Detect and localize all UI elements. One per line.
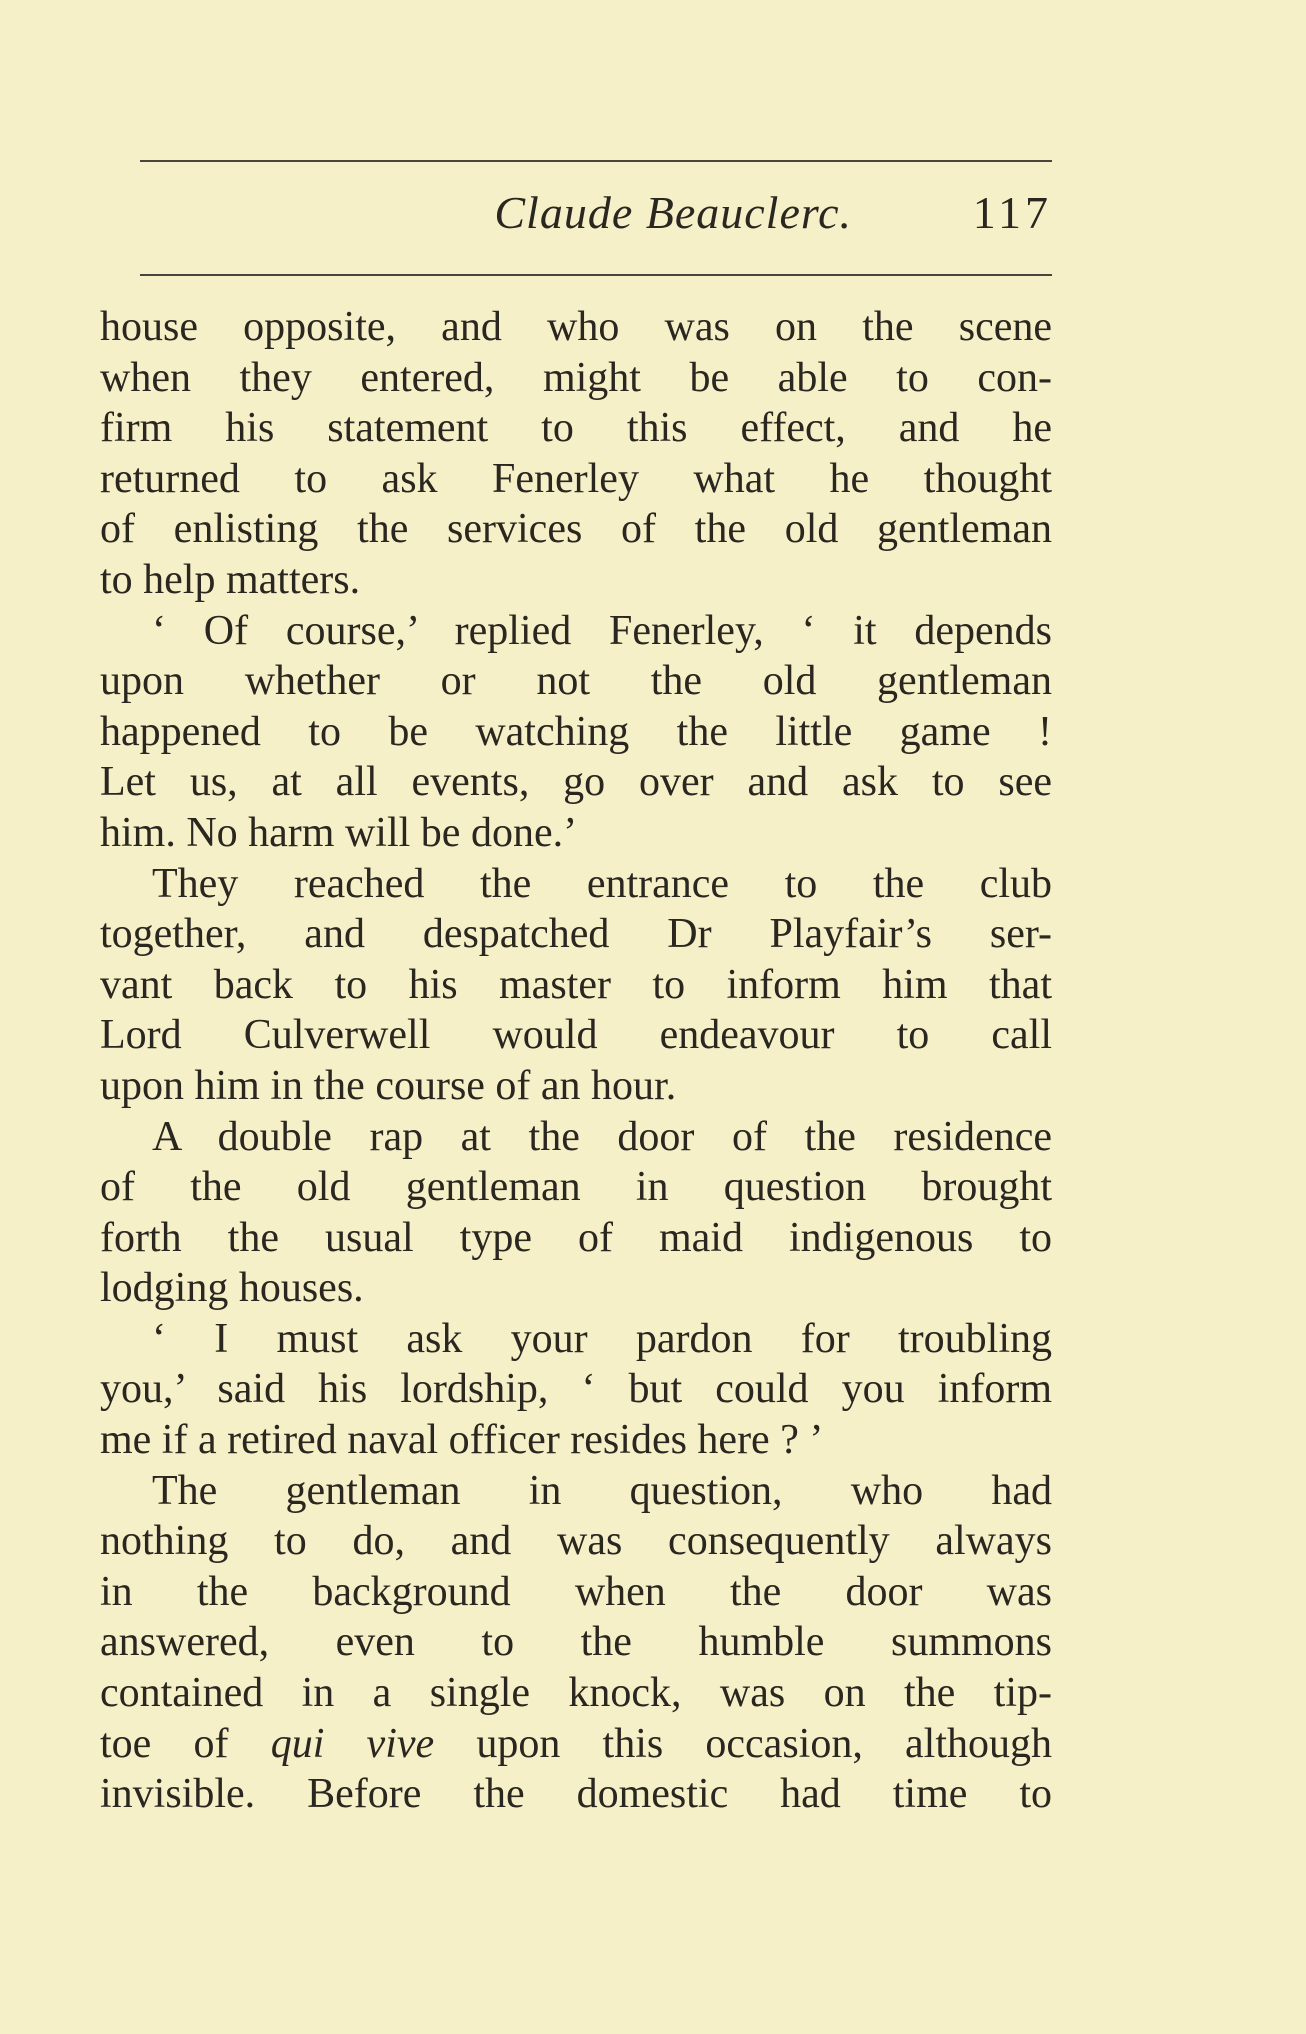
text-line: vant back to his master to inform him that bbox=[100, 961, 1052, 1008]
text-line: Lord Culverwell would endeavour to call bbox=[100, 1012, 1052, 1059]
running-head bbox=[140, 183, 1052, 243]
text-line: of the old gentleman in question brought bbox=[100, 1164, 1052, 1211]
text-line: firm his statement to this effect, and he bbox=[100, 405, 1052, 452]
text-line: together, and despatched Dr Playfair’s ser- bbox=[100, 911, 1052, 958]
text-line: you,’ said his lordship, ‘ but could you inform bbox=[100, 1366, 1052, 1413]
text-line: me if a retired naval officer resides here ? ’ bbox=[100, 1417, 824, 1464]
text-line: Let us, at all events, go over and ask to see bbox=[100, 759, 1052, 806]
text-line: when they entered, might be able to con- bbox=[100, 354, 1052, 401]
header-top-rule bbox=[140, 160, 1052, 162]
text-line: to help matters. bbox=[100, 556, 361, 603]
page-number: 117 bbox=[972, 187, 1052, 238]
italic-phrase: qui vive bbox=[270, 1720, 435, 1767]
text-line: returned to ask Fenerley what he thought bbox=[100, 455, 1052, 502]
text-line: answered, even to the humble summons bbox=[100, 1619, 1052, 1666]
text-line: toe of qui vive upon this occasion, although bbox=[100, 1720, 1052, 1767]
text-line: invisible. Before the domestic had time to bbox=[100, 1771, 1052, 1818]
text-line: ‘ Of course,’ replied Fenerley, ‘ it depends bbox=[152, 607, 1052, 654]
text-line: nothing to do, and was consequently always bbox=[100, 1518, 1052, 1565]
text-line: A double rap at the door of the residence bbox=[152, 1113, 1052, 1160]
text-line: contained in a single knock, was on the tip- bbox=[100, 1670, 1052, 1717]
text-line: ‘ I must ask your pardon for troubling bbox=[152, 1315, 1052, 1362]
text-line: in the background when the door was bbox=[100, 1568, 1052, 1615]
body-text bbox=[100, 302, 1052, 1820]
text-line: upon him in the course of an hour. bbox=[100, 1062, 677, 1109]
text-line: happened to be watching the little game ! bbox=[100, 708, 1052, 755]
header-bottom-rule bbox=[140, 274, 1052, 276]
text-line: house opposite, and who was on the scene bbox=[100, 304, 1052, 350]
running-title: Claude Beauclerc. bbox=[494, 187, 852, 238]
text-line: lodging houses. bbox=[100, 1265, 364, 1312]
text-line: The gentleman in question, who had bbox=[152, 1467, 1052, 1514]
text-line: upon whether or not the old gentleman bbox=[100, 658, 1052, 705]
text-line: him. No harm will be done.’ bbox=[100, 809, 578, 856]
text-line: They reached the entrance to the club bbox=[152, 860, 1052, 907]
text-line: of enlisting the services of the old gentleman bbox=[100, 506, 1052, 553]
text-line: forth the usual type of maid indigenous to bbox=[100, 1214, 1052, 1261]
